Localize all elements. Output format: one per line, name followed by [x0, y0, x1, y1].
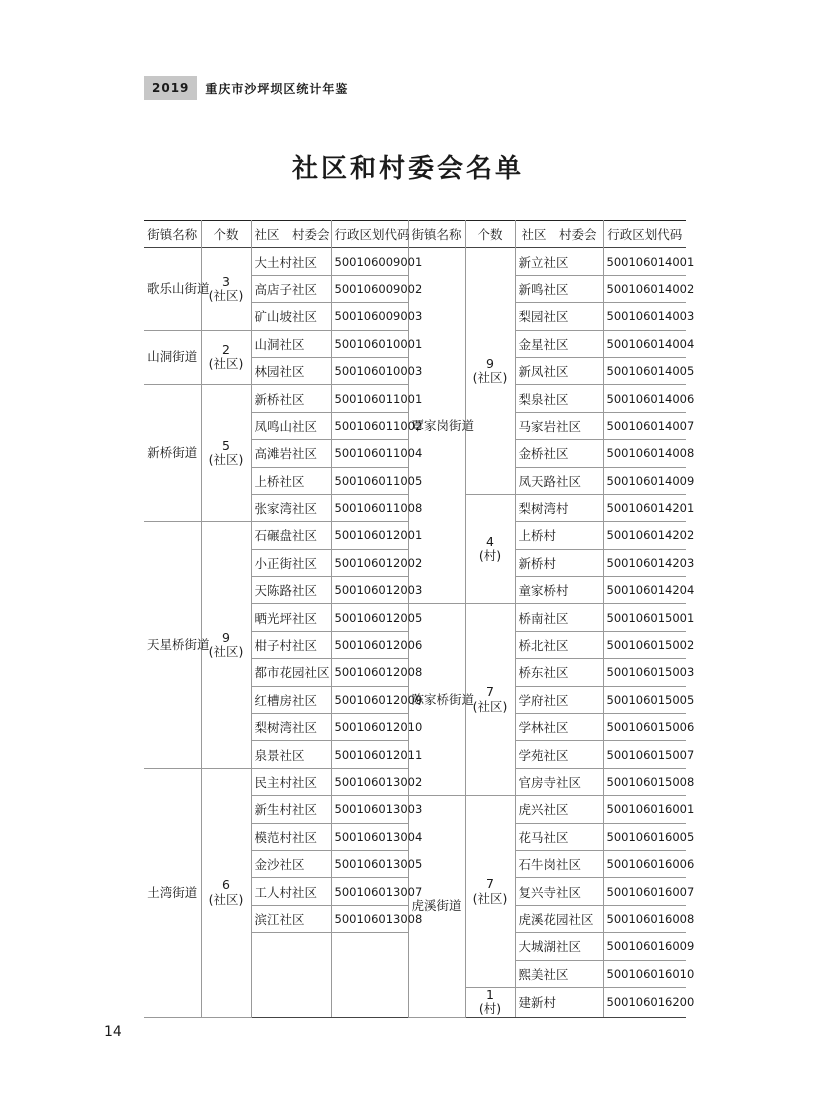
count-number: 9 [486, 355, 494, 371]
district-name-cell: 歌乐山街道 [144, 248, 201, 330]
community-name: 金星社区 [515, 330, 603, 357]
community-name: 泉景社区 [251, 741, 331, 768]
admin-code: 500106014006 [603, 385, 686, 412]
community-name: 红槽房社区 [251, 686, 331, 713]
admin-code: 500106015006 [603, 714, 686, 741]
district-name-cell: 天星桥街道 [144, 522, 201, 769]
admin-code: 500106016007 [603, 878, 686, 905]
admin-code: 500106012010 [331, 714, 408, 741]
header-book-title: 重庆市沙坪坝区统计年鉴 [205, 81, 349, 96]
table-body [144, 248, 695, 1017]
admin-code: 500106016010 [603, 960, 686, 987]
admin-code: 500106013005 [331, 850, 408, 877]
admin-code: 500106014203 [603, 549, 686, 576]
community-name: 山洞社区 [251, 330, 331, 357]
count-unit: (社区) [208, 644, 244, 660]
admin-code: 500106012006 [331, 631, 408, 658]
count-number: 3 [222, 273, 230, 289]
community-name: 建新村 [515, 987, 603, 1017]
community-name: 新桥村 [515, 549, 603, 576]
community-name: 石碾盘社区 [251, 522, 331, 549]
community-name: 学府社区 [515, 686, 603, 713]
header-cell: 行政区划代码 [603, 221, 686, 248]
count-cell [201, 385, 251, 522]
count-unit: (社区) [208, 356, 244, 372]
admin-code: 500106014202 [603, 522, 686, 549]
count-number: 6 [222, 877, 230, 893]
community-table [144, 220, 695, 1018]
community-name: 学苑社区 [515, 741, 603, 768]
admin-code: 500106011005 [331, 467, 408, 494]
count-unit: (村) [478, 548, 502, 564]
community-name: 新凤社区 [515, 357, 603, 384]
community-name: 大城湖社区 [515, 933, 603, 960]
district-name-cell: 山洞街道 [144, 330, 201, 385]
empty-cell [331, 960, 408, 987]
community-name: 张家湾社区 [251, 494, 331, 521]
community-name: 梨园社区 [515, 303, 603, 330]
count-cell [465, 494, 515, 604]
count-number: 2 [222, 342, 230, 358]
admin-code: 500106011004 [331, 440, 408, 467]
count-cell [465, 987, 515, 1017]
admin-code: 500106015007 [603, 741, 686, 768]
community-name: 滨江社区 [251, 905, 331, 932]
header-cell: 街镇名称 [408, 221, 465, 248]
admin-code: 500106011002 [331, 412, 408, 439]
empty-cell [251, 987, 331, 1017]
admin-code: 500106016001 [603, 796, 686, 823]
community-name: 大土村社区 [251, 248, 331, 275]
community-name: 民主村社区 [251, 768, 331, 795]
community-name: 天陈路社区 [251, 577, 331, 604]
count-unit: (社区) [472, 698, 508, 714]
community-name: 梨泉社区 [515, 385, 603, 412]
admin-code: 500106009003 [331, 303, 408, 330]
admin-code: 500106012001 [331, 522, 408, 549]
community-name: 官房寺社区 [515, 768, 603, 795]
district-name-cell: 覃家岗街道 [408, 248, 465, 604]
admin-code: 500106015002 [603, 631, 686, 658]
community-name: 马家岩社区 [515, 412, 603, 439]
admin-code: 500106015003 [603, 659, 686, 686]
community-name: 都市花园社区 [251, 659, 331, 686]
admin-code: 500106014005 [603, 357, 686, 384]
count-unit: (社区) [208, 452, 244, 468]
community-name: 新桥社区 [251, 385, 331, 412]
admin-code: 500106010003 [331, 357, 408, 384]
admin-code: 500106009002 [331, 275, 408, 302]
admin-code: 500106016200 [603, 987, 686, 1017]
community-name: 矿山坡社区 [251, 303, 331, 330]
community-name: 虎溪花园社区 [515, 905, 603, 932]
header-cell: 行政区划代码 [331, 221, 408, 248]
page-number: 14 [104, 1024, 122, 1040]
admin-code: 500106012011 [331, 741, 408, 768]
community-name: 高店子社区 [251, 275, 331, 302]
admin-code: 500106015008 [603, 768, 686, 795]
community-name: 梨树湾村 [515, 494, 603, 521]
community-name: 上桥村 [515, 522, 603, 549]
count-cell [201, 768, 251, 1017]
count-number: 9 [222, 629, 230, 645]
admin-code: 500106016008 [603, 905, 686, 932]
community-name: 模范村社区 [251, 823, 331, 850]
header-cell: 社区 村委会 [515, 221, 603, 248]
community-name: 林园社区 [251, 357, 331, 384]
community-name: 虎兴社区 [515, 796, 603, 823]
admin-code: 500106013007 [331, 878, 408, 905]
count-unit: (社区) [208, 891, 244, 907]
admin-code: 500106012008 [331, 659, 408, 686]
empty-cell [331, 933, 408, 960]
admin-code: 500106014204 [603, 577, 686, 604]
admin-code: 500106014002 [603, 275, 686, 302]
community-name: 凤天路社区 [515, 467, 603, 494]
community-name: 复兴寺社区 [515, 878, 603, 905]
count-number: 1 [486, 986, 494, 1002]
community-name: 柑子村社区 [251, 631, 331, 658]
community-name: 桥北社区 [515, 631, 603, 658]
admin-code: 500106013003 [331, 796, 408, 823]
admin-code: 500106010001 [331, 330, 408, 357]
running-header [144, 76, 686, 100]
admin-code: 500106014001 [603, 248, 686, 275]
admin-code: 500106009001 [331, 248, 408, 275]
community-name: 新鸣社区 [515, 275, 603, 302]
community-name: 熙美社区 [515, 960, 603, 987]
admin-code: 500106014009 [603, 467, 686, 494]
count-number: 7 [486, 876, 494, 892]
admin-code: 500106012002 [331, 549, 408, 576]
empty-cell [331, 987, 408, 1017]
community-name: 石牛岗社区 [515, 850, 603, 877]
table-row [144, 248, 686, 275]
district-name-cell: 土湾街道 [144, 768, 201, 1017]
community-name: 小正街社区 [251, 549, 331, 576]
count-unit: (社区) [472, 370, 508, 386]
admin-code: 500106016006 [603, 850, 686, 877]
admin-code: 500106012003 [331, 577, 408, 604]
community-name: 新立社区 [515, 248, 603, 275]
header-cell: 个数 [465, 221, 515, 248]
district-name-cell: 新桥街道 [144, 385, 201, 522]
header-cell: 个数 [201, 221, 251, 248]
community-name: 金沙社区 [251, 850, 331, 877]
admin-code: 500106016009 [603, 933, 686, 960]
count-number: 4 [486, 533, 494, 549]
header-cell: 街镇名称 [147, 227, 198, 243]
count-cell [465, 796, 515, 988]
admin-code: 500106014004 [603, 330, 686, 357]
admin-code: 500106014003 [603, 303, 686, 330]
count-cell [201, 330, 251, 385]
admin-code: 500106011008 [331, 494, 408, 521]
admin-code: 500106013004 [331, 823, 408, 850]
community-name: 桥东社区 [515, 659, 603, 686]
header-cell: 社区 村委会 [251, 221, 331, 248]
admin-code: 500106012009 [331, 686, 408, 713]
admin-code: 500106013008 [331, 905, 408, 932]
admin-code: 500106014201 [603, 494, 686, 521]
community-name: 金桥社区 [515, 440, 603, 467]
community-name: 学林社区 [515, 714, 603, 741]
community-table-wrapper [144, 220, 695, 1018]
community-name: 桥南社区 [515, 604, 603, 631]
count-unit: (村) [478, 1001, 502, 1017]
admin-code: 500106015001 [603, 604, 686, 631]
district-name-cell: 陈家桥街道 [408, 604, 465, 796]
admin-code: 500106013002 [331, 768, 408, 795]
empty-cell [251, 933, 331, 960]
community-name: 上桥社区 [251, 467, 331, 494]
count-cell [201, 248, 251, 330]
admin-code: 500106014008 [603, 440, 686, 467]
community-name: 凤鸣山社区 [251, 412, 331, 439]
count-cell [465, 604, 515, 796]
admin-code: 500106016005 [603, 823, 686, 850]
district-name-cell: 虎溪街道 [408, 796, 465, 1017]
community-name: 梨树湾社区 [251, 714, 331, 741]
admin-code: 500106014007 [603, 412, 686, 439]
community-name: 高滩岩社区 [251, 440, 331, 467]
table-header-row [144, 221, 686, 248]
community-name: 新生村社区 [251, 796, 331, 823]
count-unit: (社区) [472, 890, 508, 906]
community-name: 童家桥村 [515, 577, 603, 604]
count-unit: (社区) [208, 287, 244, 303]
community-name: 工人村社区 [251, 878, 331, 905]
admin-code: 500106011001 [331, 385, 408, 412]
empty-cell [251, 960, 331, 987]
admin-code: 500106015005 [603, 686, 686, 713]
community-name: 晒光坪社区 [251, 604, 331, 631]
page-title: 社区和村委会名单 [291, 154, 524, 184]
count-cell [465, 248, 515, 495]
count-number: 5 [222, 437, 230, 453]
header-year: 2019 [144, 76, 197, 100]
admin-code: 500106012005 [331, 604, 408, 631]
count-cell [201, 522, 251, 769]
count-number: 7 [486, 684, 494, 700]
community-name: 花马社区 [515, 823, 603, 850]
